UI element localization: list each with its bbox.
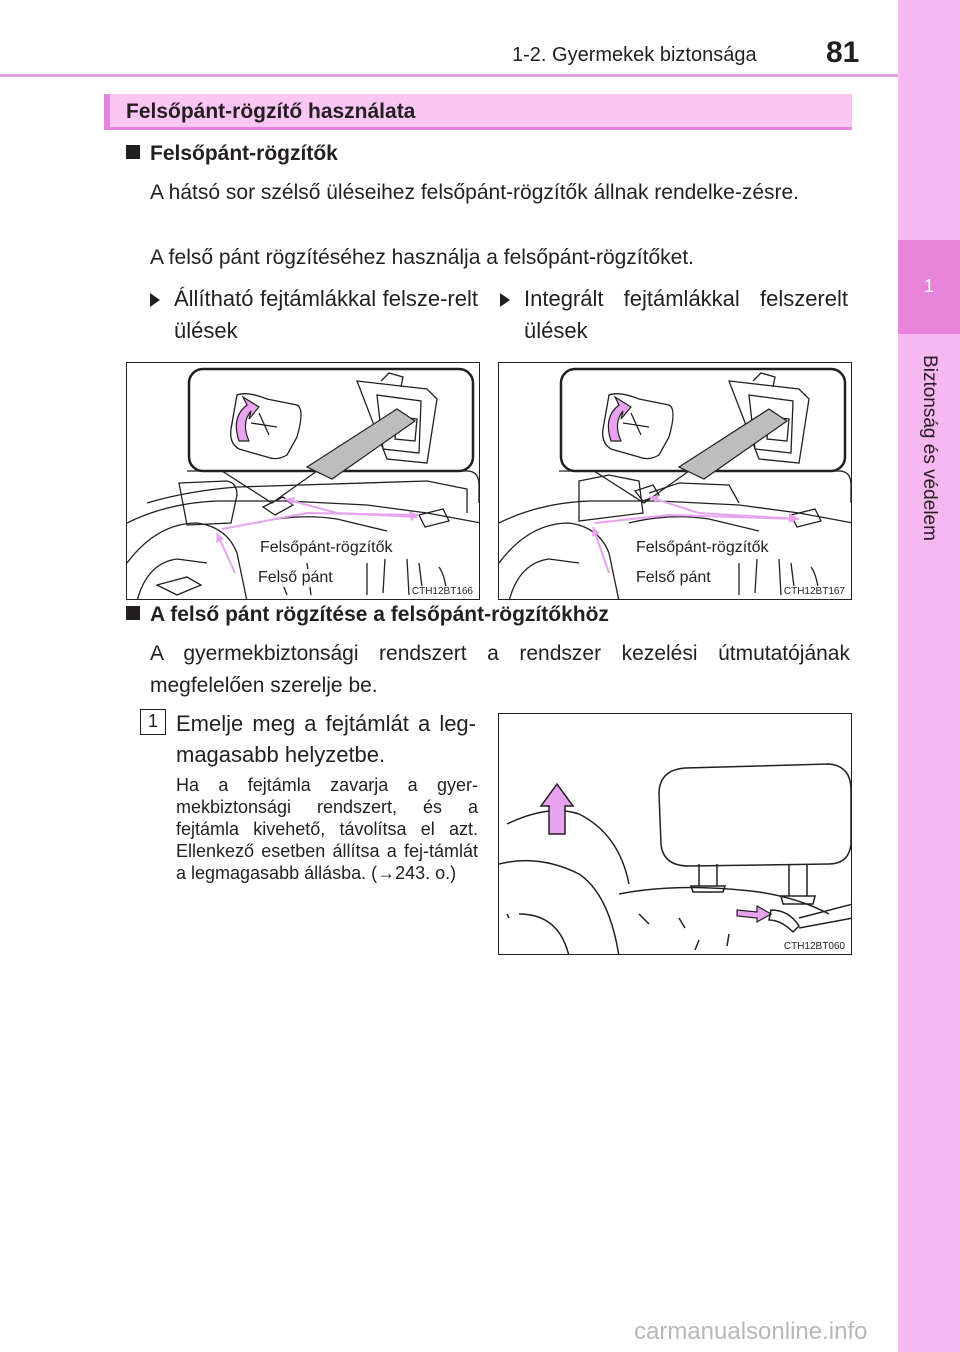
subheading-anchors (126, 142, 338, 166)
strap-label: Felső pánt (255, 569, 336, 587)
variant-adjustable-headrest: Állítható fejtámlákkal felsze-relt ülések (150, 283, 478, 347)
header-rule (0, 74, 898, 77)
anchors-usage: A felső pánt rögzítéséhez használja a felsőpánt-rögzítőket. (150, 246, 695, 269)
anchor-label: Felsőpánt-rögzítők (633, 539, 772, 557)
subheading-text: Felsőpánt-rögzítők (150, 142, 338, 165)
attach-strap-description: A gyermekbiztonsági rendszert a rendszer kezelési útmutatójának megfelelően szerelje be. (150, 642, 850, 697)
chapter-number: 1 (923, 276, 934, 296)
seat-illustration-2 (499, 363, 852, 600)
figure-integrated-headrest (498, 362, 852, 600)
square-bullet-icon (126, 145, 140, 159)
figure-code: CTH12BT167 (783, 586, 845, 597)
square-bullet-icon (126, 606, 140, 620)
subheading-text: A felső pánt rögzítése a felsőpánt-rögzítőkhöz (150, 603, 609, 626)
running-header: 1-2. Gyermekek biztonsága (512, 44, 757, 66)
step-note: Ha a fejtámla zavarja a gyer-mekbiztonsági rendszert, és a fejtámla kivehető, távolítsa el azt. Ellenkező esetben állítsa a fej-támlát a legmagasabb állásba. (→243. o.) (176, 775, 478, 883)
chapter-side-tab (898, 0, 960, 1352)
anchors-description: A hátsó sor szélső üléseihez felsőpánt-rögzítők állnak rendelke-zésre. (150, 181, 800, 204)
strap-label: Felső pánt (633, 569, 714, 587)
step-number-box: 1 (140, 709, 166, 735)
triangle-bullet-icon (150, 293, 160, 307)
watermark: carmanualsonline.info (634, 1318, 868, 1345)
page-number: 81 (826, 36, 860, 69)
section-title-bar (104, 94, 852, 130)
headrest-illustration (499, 714, 852, 955)
anchor-label: Felsőpánt-rögzítők (257, 539, 396, 557)
seat-illustration-1 (127, 363, 480, 600)
section-title: Felsőpánt-rögzítő használata (126, 100, 416, 123)
figure-code: CTH12BT060 (783, 941, 845, 952)
subheading-attach-strap (126, 603, 609, 627)
figure-code: CTH12BT166 (411, 586, 473, 597)
chapter-number-tab[interactable] (898, 240, 960, 334)
step-instruction: Emelje meg a fejtámlát a leg-magasabb helyzetbe. (176, 711, 476, 767)
chapter-title-vertical: Biztonság és védelem (919, 355, 940, 541)
figure-raise-headrest (498, 713, 852, 955)
figure-adjustable-headrest (126, 362, 480, 600)
triangle-bullet-icon (500, 293, 510, 307)
variant-integrated-headrest: Integrált fejtámlákkal felszerelt ülések (500, 283, 848, 347)
